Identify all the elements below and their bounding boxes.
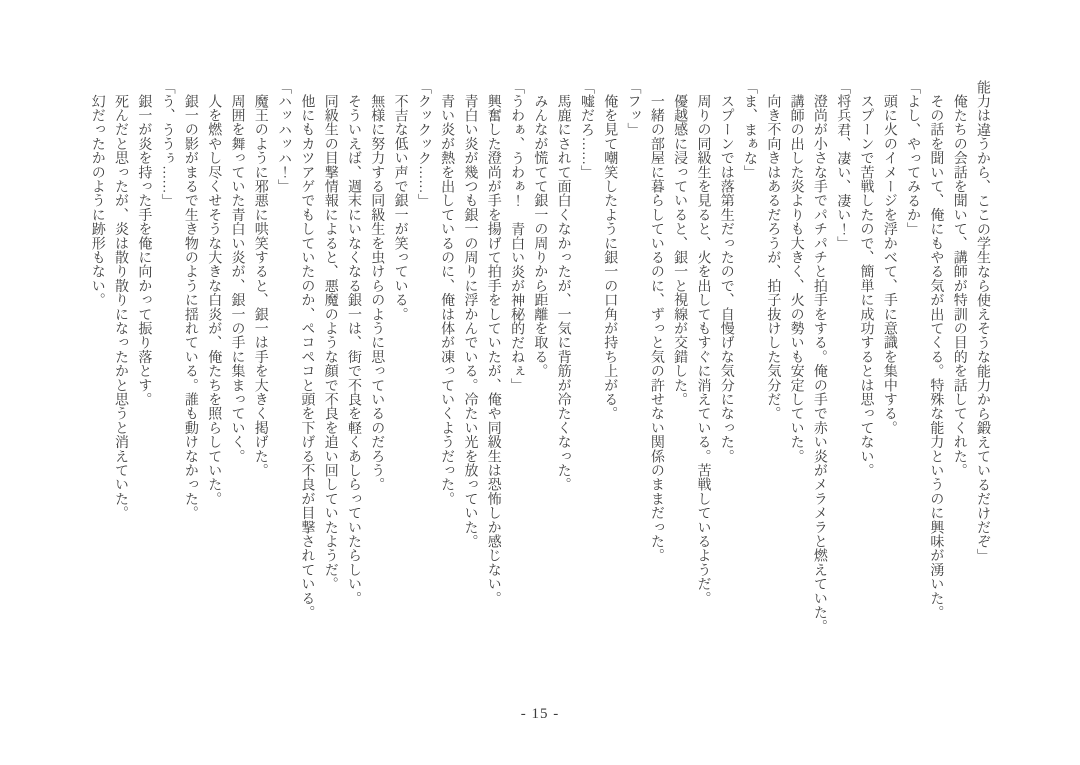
text-line: 「クックック……」: [415, 80, 431, 208]
text-line: 周りの同級生を見ると、火を出してもすぐに消えている。苦戦しているようだ。: [695, 94, 711, 606]
text-line: 人を燃やし尽くせそうな大きな白炎が、俺たちを照らしていた。: [206, 94, 222, 506]
vertical-text-block: [82, 80, 994, 680]
text-line: 無様に努力する同級生を虫けらのように思っているのだろう。: [369, 94, 385, 492]
text-line: 周囲を舞っていた青白い炎が、銀一の手に集まっていく。: [229, 94, 245, 464]
text-line: 頭に火のイメージを浮かべて、手に意識を集中する。: [881, 94, 897, 435]
text-line: 講師の出した炎よりも大きく、火の勢いも安定していた。: [788, 94, 804, 464]
text-line: 青い炎が熱を出しているのに、俺は体が凍っていくようだった。: [439, 94, 455, 506]
text-line: 「将兵君、凄い、凄い！」: [835, 80, 851, 251]
text-line: 「ま、まぁな」: [742, 80, 758, 180]
text-line: 能力は違うから、ここの学生なら使えそうな能力から鍛えているだけだぞ」: [975, 80, 990, 563]
text-line: 幻だったかのように跡形もない。: [89, 94, 105, 307]
text-line: 不吉な低い声で銀一が笑っている。: [392, 94, 408, 322]
text-line: みんなが慌てて銀一の周りから距離を取る。: [532, 94, 548, 378]
text-line: 興奮した澄尚が手を揚げて拍手をしていたが、俺や同級生は恐怖しか感じない。: [485, 94, 501, 606]
text-line: 「よし、やってみるか」: [905, 80, 921, 237]
text-line: そういえば、週末にいなくなる銀一は、街で不良を軽くあしらっていたらしい。: [345, 94, 361, 606]
text-line: 同級生の目撃情報によると、悪魔のような顔で不良を追い回していたようだ。: [322, 94, 338, 591]
text-line: 他にもカツアゲでもしていたのか、ペコペコと頭を下げる不良が目撃されている。: [299, 94, 315, 620]
text-line: 「う、ううぅ……」: [159, 80, 175, 208]
text-line: 優越感に浸っていると、銀一と視線が交錯した。: [672, 94, 688, 407]
text-line: その話を聞いて、俺にもやる気が出てくる。特殊な能力というのに興味が湧いた。: [928, 94, 944, 620]
text-line: スプーンで苦戦したので、簡単に成功するとは思ってない。: [858, 94, 874, 478]
text-line: 「フッ」: [625, 80, 641, 137]
text-line: 銀一が炎を持った手を俺に向かって振り落とす。: [136, 94, 152, 407]
text-line: 「うわぁ、うわぁ！ 青白い炎が神秘的だねぇ」: [509, 80, 525, 393]
text-line: 馬鹿にされて面白くなかったが、一気に背筋が冷たくなった。: [555, 94, 571, 492]
text-line: 銀一の影がまるで生き物のように揺れている。誰も動けなかった。: [182, 94, 198, 520]
text-line: 一緒の部屋に暮らしているのに、ずっと気の許せない関係のままだった。: [648, 94, 664, 563]
page-number: - 15 -: [520, 706, 560, 722]
text-line: 俺を見て嘲笑したように銀一の口角が持ち上がる。: [602, 94, 618, 421]
text-line: 「嘘だろ……」: [578, 80, 594, 180]
text-line: 向き不向きはあるだろうが、拍子抜けした気分だ。: [765, 94, 781, 421]
text-line: 俺たちの会話を聞いて、講師が特訓の目的を話してくれた。: [951, 94, 967, 478]
text-line: スプーンでは落第生だったので、自慢げな気分になった。: [718, 94, 734, 464]
text-line: 青白い炎が幾つも銀一の周りに浮かんでいる。冷たい光を放っていた。: [462, 94, 478, 549]
text-line: 魔王のように邪悪に哄笑すると、銀一は手を大きく掲げた。: [252, 94, 268, 478]
text-line: 澄尚が小さな手でパチパチと拍手をする。俺の手で赤い炎がメラメラと燃えていた。: [811, 94, 827, 634]
text-line: 「ハッハッハ！」: [276, 80, 292, 194]
text-line: 死んだと思ったが、炎は散り散りになったかと思うと消えていた。: [113, 94, 129, 520]
